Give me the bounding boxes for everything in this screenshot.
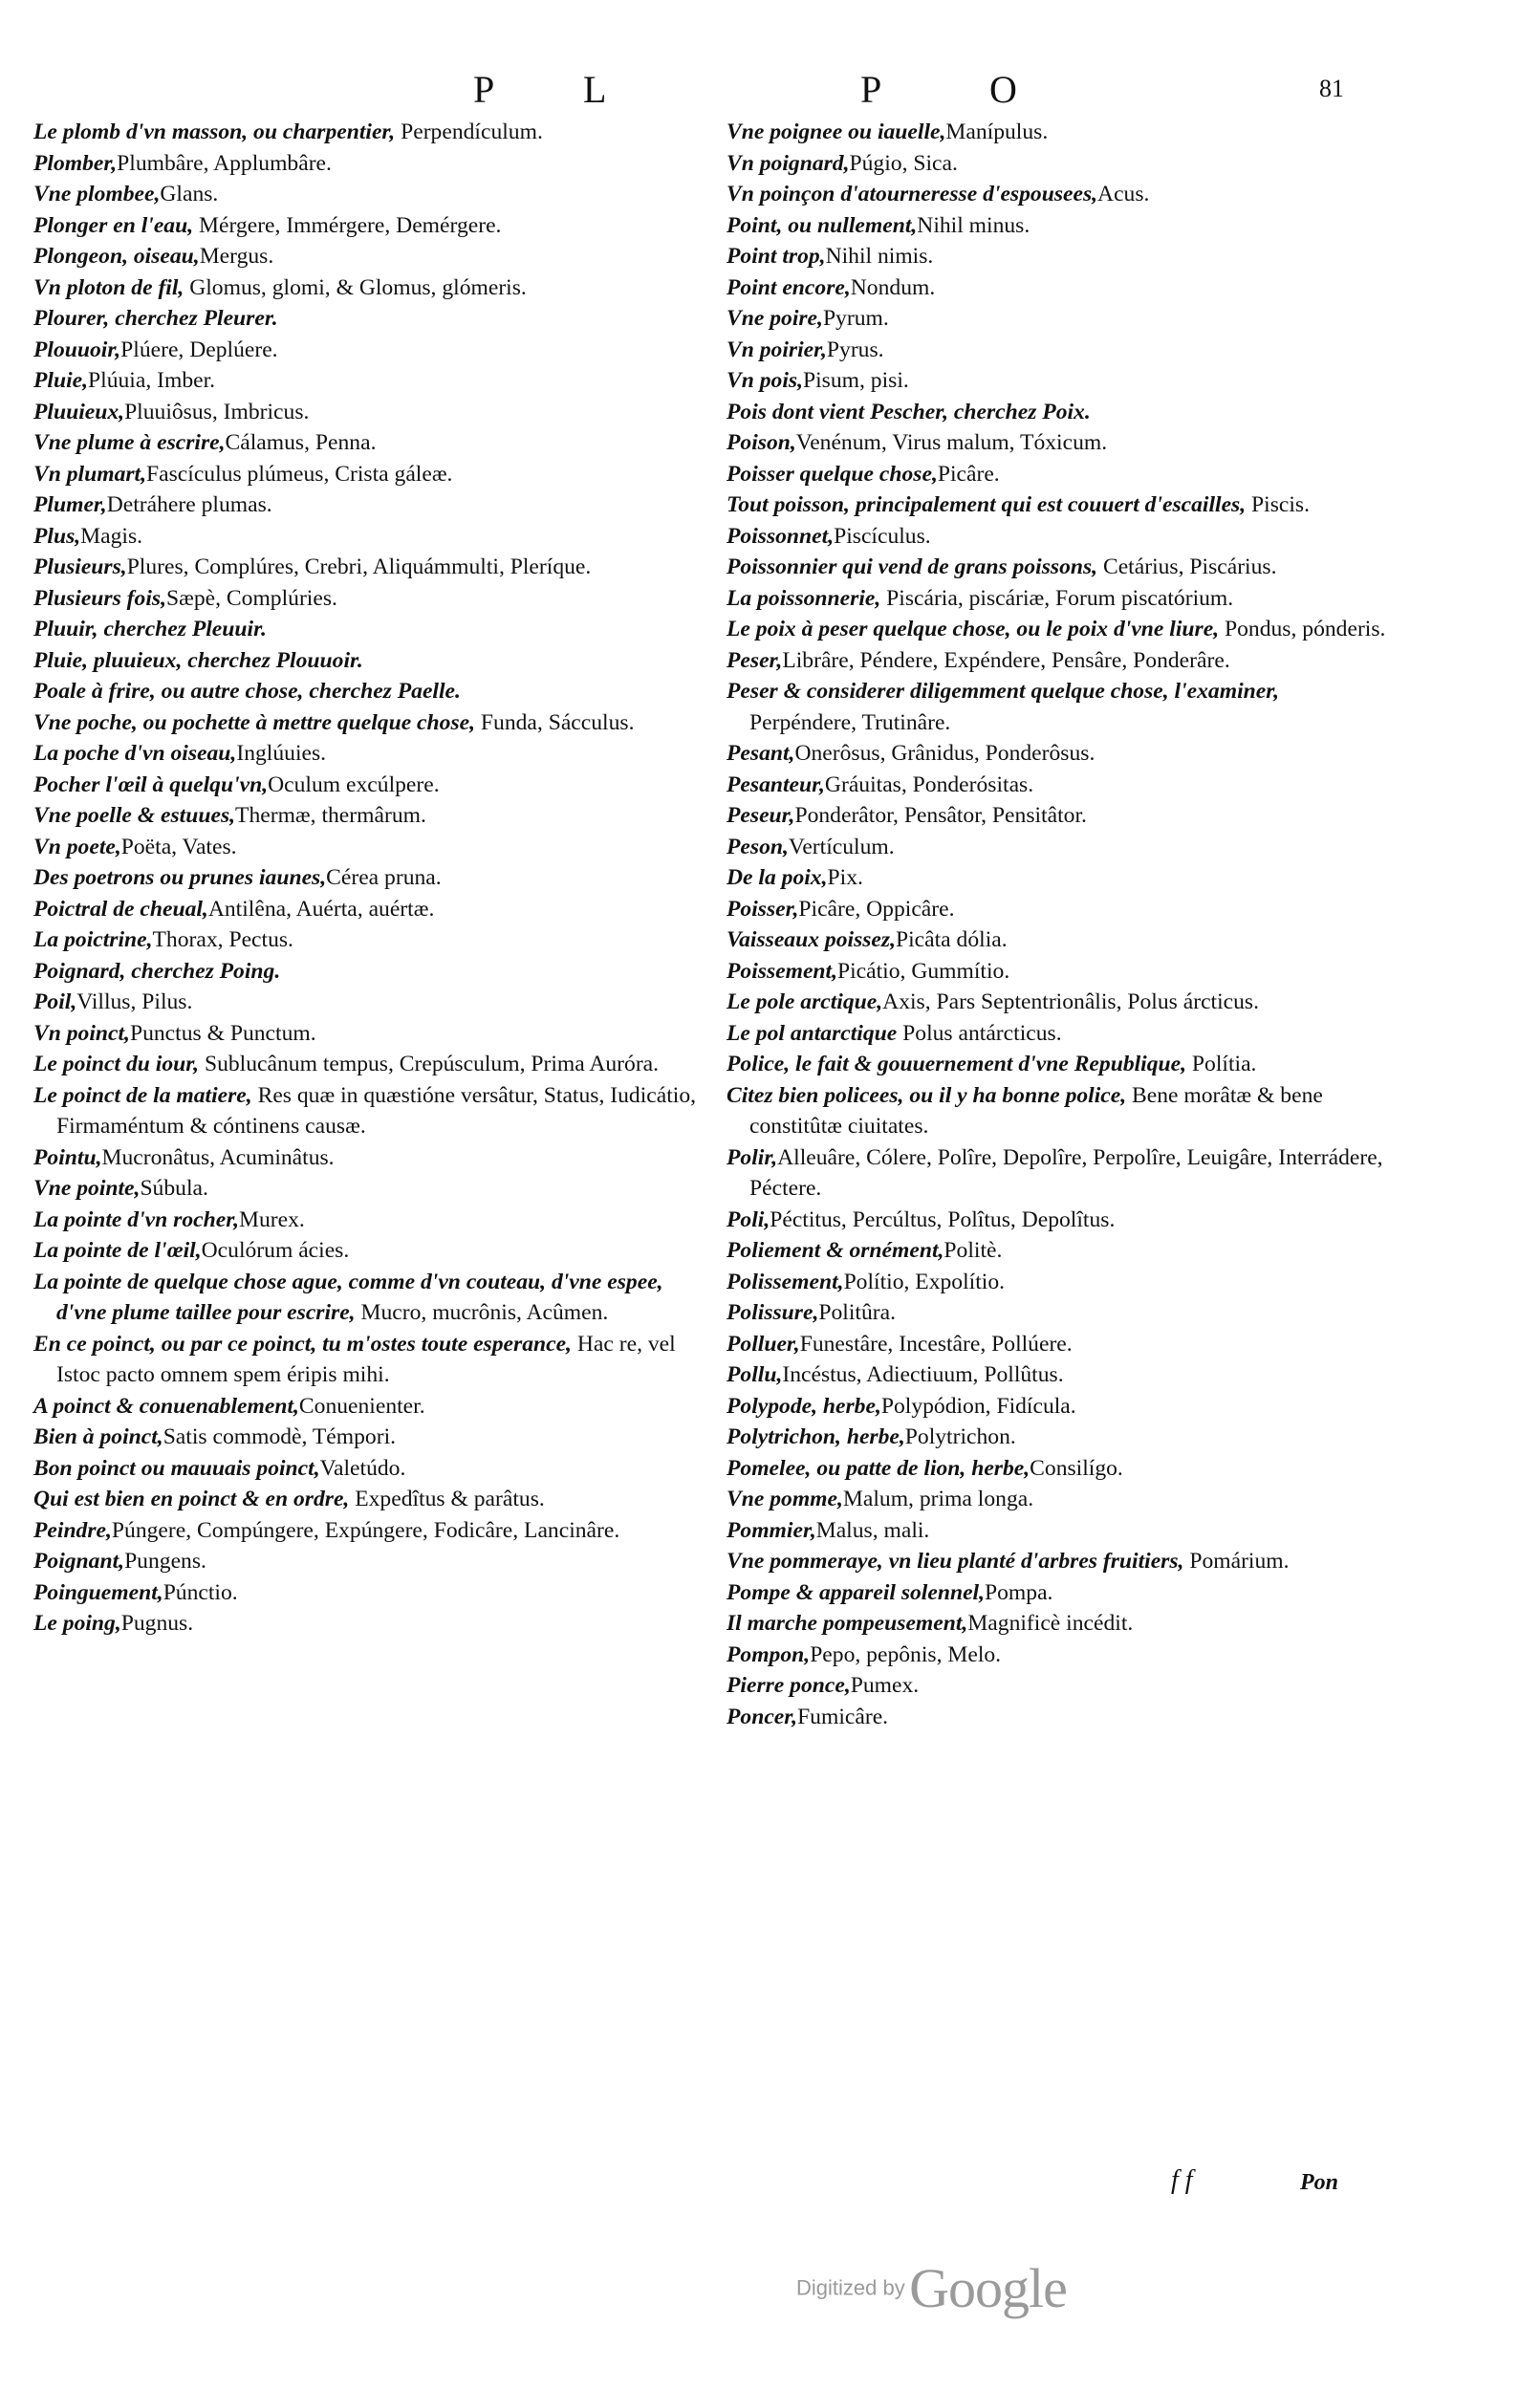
dictionary-entry bbox=[33, 645, 703, 677]
dictionary-entry bbox=[33, 832, 703, 863]
dictionary-entry bbox=[33, 862, 703, 894]
entry-latin: Mucronâtus, Acuminâtus. bbox=[101, 1144, 335, 1170]
dictionary-entry bbox=[727, 987, 1386, 1018]
dictionary-entry bbox=[33, 1422, 703, 1453]
entry-latin: Pyrum. bbox=[822, 306, 889, 331]
entry-latin: Pisum, pisi. bbox=[803, 368, 909, 393]
entry-latin: Librâre, Péndere, Expéndere, Pensâre, Ponderâre. bbox=[782, 647, 1230, 673]
entry-headword: Vn poinct, bbox=[33, 1020, 130, 1046]
dictionary-entry bbox=[727, 1422, 1386, 1453]
dictionary-entry bbox=[33, 1329, 703, 1391]
entry-latin: Oculórum ácies. bbox=[201, 1238, 350, 1263]
dictionary-entry bbox=[727, 738, 1386, 770]
entry-headword: Point encore, bbox=[727, 274, 851, 300]
entry-headword: Pois dont vient Pescher, cherchez Poix. bbox=[727, 399, 1091, 424]
dictionary-entry bbox=[727, 272, 1386, 304]
entry-headword: La poissonnerie, bbox=[727, 585, 881, 611]
entry-headword: Pluuieux, bbox=[33, 399, 125, 424]
entry-headword: Pocher l'œil à quelqu'vn, bbox=[33, 771, 269, 797]
entry-latin: Conuenienter. bbox=[298, 1393, 425, 1419]
entry-headword: Poale à frire, ou autre chose, cherchez Paelle. bbox=[33, 679, 461, 704]
header-left-letter-1: P bbox=[473, 68, 495, 111]
dictionary-entry bbox=[33, 1205, 703, 1236]
entry-headword: Vn poignard, bbox=[727, 150, 850, 176]
entry-latin: Oculum excúlpere. bbox=[268, 771, 440, 797]
dictionary-entry bbox=[727, 179, 1386, 210]
entry-latin: Cérea pruna. bbox=[326, 865, 442, 890]
dictionary-entry bbox=[33, 676, 703, 707]
entry-latin: Funestâre, Incestâre, Pollúere. bbox=[799, 1331, 1073, 1357]
dictionary-entry bbox=[727, 1484, 1386, 1515]
entry-latin: Plúuia, Imber. bbox=[88, 368, 216, 393]
dictionary-entry bbox=[33, 987, 703, 1018]
entry-latin: Detráhere plumas. bbox=[106, 492, 272, 517]
entry-latin: Acus. bbox=[1097, 182, 1150, 206]
dictionary-entry bbox=[727, 521, 1386, 553]
entry-latin: Pepo, pepônis, Melo. bbox=[810, 1641, 1002, 1667]
dictionary-entry bbox=[727, 1640, 1386, 1671]
entry-headword: Pompe & appareil solennel, bbox=[727, 1579, 986, 1605]
dictionary-entry bbox=[727, 1235, 1386, 1267]
entry-latin: Polytrichon. bbox=[904, 1424, 1016, 1449]
entry-latin: Glomus, glomi, & Glomus, glómeris. bbox=[184, 274, 527, 300]
dictionary-entry bbox=[727, 148, 1386, 180]
entry-latin: Pluuiôsus, Imbricus. bbox=[124, 399, 310, 424]
entry-headword: Vn poirier, bbox=[727, 337, 827, 362]
entry-latin: Poëta, Vates. bbox=[120, 834, 237, 859]
entry-latin: Nihil minus. bbox=[917, 212, 1030, 238]
entry-headword: La pointe de l'œil, bbox=[33, 1238, 202, 1263]
entry-latin: Picâre. bbox=[937, 461, 1000, 487]
dictionary-entry bbox=[727, 117, 1386, 148]
entry-latin: Funda, Sácculus. bbox=[475, 709, 635, 735]
entry-latin: Polus antárcticus. bbox=[897, 1020, 1062, 1046]
entry-headword: Vne pointe, bbox=[33, 1176, 141, 1201]
entry-headword: La poche d'vn oiseau, bbox=[33, 741, 237, 766]
entry-latin: Plumbâre, Applumbâre. bbox=[117, 150, 332, 176]
digitized-by-watermark bbox=[796, 2256, 1067, 2320]
entry-headword: De la poix, bbox=[727, 865, 828, 890]
entry-headword: Il marche pompeusement, bbox=[727, 1611, 968, 1636]
dictionary-entry bbox=[727, 1608, 1386, 1640]
entry-headword: Pointu, bbox=[33, 1144, 102, 1170]
entry-headword: Vn plumart, bbox=[33, 461, 147, 487]
dictionary-entry bbox=[727, 583, 1386, 615]
entry-headword: Pluie, pluuieux, cherchez Plouuoir. bbox=[33, 647, 363, 673]
entry-headword: La pointe d'vn rocher, bbox=[33, 1206, 239, 1232]
entry-headword: Vne poire, bbox=[727, 306, 823, 331]
entry-headword: Vne pommeraye, vn lieu planté d'arbres fruitiers, bbox=[727, 1549, 1184, 1574]
dictionary-entry bbox=[727, 676, 1386, 738]
entry-latin: Súbula. bbox=[140, 1176, 208, 1201]
entry-headword: Le poinct du iour, bbox=[33, 1052, 200, 1076]
entry-latin: Pyrus. bbox=[826, 337, 884, 362]
entry-headword: Le pol antarctique bbox=[727, 1020, 898, 1046]
entry-headword: Peser & considerer diligemment quelque chose, l'examiner, bbox=[727, 679, 1280, 704]
entry-headword: Pierre ponce, bbox=[727, 1673, 851, 1698]
dictionary-entry bbox=[33, 148, 703, 180]
entry-latin: Pompa. bbox=[985, 1579, 1053, 1605]
entry-headword: Polytrichon, herbe, bbox=[727, 1424, 905, 1449]
entry-headword: Vne poche, ou pochette à mettre quelque chose, bbox=[33, 709, 476, 735]
entry-headword: Polissure, bbox=[727, 1300, 819, 1325]
dictionary-entry bbox=[727, 365, 1386, 397]
entry-latin: Ponderâtor, Pensâtor, Pensitâtor. bbox=[794, 803, 1087, 828]
entry-latin: Plúere, Deplúere. bbox=[120, 337, 278, 362]
entry-latin: Magis. bbox=[80, 523, 143, 549]
left-column bbox=[33, 117, 703, 1640]
entry-latin: Vertículum. bbox=[788, 834, 895, 859]
entry-headword: Point, ou nullement, bbox=[727, 212, 918, 238]
entry-headword: Pompon, bbox=[727, 1641, 811, 1667]
dictionary-entry bbox=[33, 459, 703, 490]
dictionary-entry bbox=[727, 459, 1386, 490]
dictionary-entry bbox=[727, 1297, 1386, 1329]
dictionary-entry bbox=[727, 1670, 1386, 1702]
entry-headword: Polypode, herbe, bbox=[727, 1393, 881, 1419]
entry-headword: Plumer, bbox=[33, 492, 107, 517]
entry-headword: Vn poinçon d'atourneresse d'espousees, bbox=[727, 182, 1098, 206]
header-right-letter-2: O bbox=[989, 68, 1017, 111]
dictionary-entry bbox=[33, 117, 703, 148]
entry-latin: Piscis. bbox=[1246, 492, 1311, 517]
page-number: 81 bbox=[1319, 75, 1344, 102]
entry-latin: Thorax, Pectus. bbox=[152, 927, 293, 952]
entry-headword: Vne poignee ou iauelle, bbox=[727, 120, 946, 144]
entry-headword: Pluuir, cherchez Pleuuir. bbox=[33, 617, 267, 641]
entry-latin: Axis, Pars Septentrionâlis, Polus árcticus. bbox=[882, 989, 1260, 1014]
dictionary-entry bbox=[727, 210, 1386, 242]
header-right-letter-1: P bbox=[860, 68, 882, 111]
entry-headword: Pluie, bbox=[33, 368, 89, 393]
dictionary-entry bbox=[33, 583, 703, 615]
dictionary-entry bbox=[727, 800, 1386, 832]
entry-latin: Punctus & Punctum. bbox=[129, 1020, 316, 1046]
dictionary-entry bbox=[727, 614, 1386, 645]
entry-headword: Plusieurs fois, bbox=[33, 585, 166, 611]
dictionary-entry bbox=[727, 924, 1386, 956]
entry-latin: Polítia. bbox=[1186, 1052, 1257, 1076]
entry-headword: Vne plume à escrire, bbox=[33, 430, 226, 455]
dictionary-entry bbox=[33, 272, 703, 304]
dictionary-entry bbox=[727, 1049, 1386, 1080]
entry-latin: Magnificè incédit. bbox=[967, 1611, 1134, 1636]
entry-headword: Plusieurs, bbox=[33, 554, 127, 579]
entry-headword: Polissement, bbox=[727, 1269, 844, 1294]
entry-headword: Polir, bbox=[727, 1144, 778, 1170]
entry-latin: Bene morâtæ & bene constitûtæ ciuitates. bbox=[749, 1082, 1323, 1139]
dictionary-entry bbox=[727, 862, 1386, 894]
entry-latin: Politè. bbox=[944, 1238, 1003, 1263]
entry-headword: Poison, bbox=[727, 430, 796, 455]
dictionary-entry bbox=[33, 1484, 703, 1515]
entry-headword: Le poinct de la matiere, bbox=[33, 1082, 252, 1108]
dictionary-entry bbox=[727, 335, 1386, 366]
entry-headword: Plouuoir, bbox=[33, 337, 121, 362]
dictionary-entry bbox=[727, 1329, 1386, 1360]
entry-latin: Manípulus. bbox=[945, 120, 1049, 144]
entry-latin: Alleuâre, Cólere, Polîre, Depolîre, Perpolîre, Leuigâre, Interrádere, Péctere. bbox=[749, 1144, 1383, 1201]
dictionary-entry bbox=[727, 397, 1386, 428]
dictionary-entry bbox=[33, 1049, 703, 1080]
dictionary-entry bbox=[33, 1453, 703, 1485]
dictionary-entry bbox=[727, 1018, 1386, 1050]
entry-headword: Point trop, bbox=[727, 244, 826, 269]
dictionary-entry bbox=[727, 1267, 1386, 1298]
entry-headword: Plongeon, oiseau, bbox=[33, 244, 200, 269]
entry-headword: Polluer, bbox=[727, 1331, 800, 1357]
entry-headword: Vn pois, bbox=[727, 368, 803, 393]
entry-headword: Poissonnier qui vend de grans poissons, bbox=[727, 554, 1098, 579]
entry-headword: Peson, bbox=[727, 834, 789, 859]
dictionary-entry bbox=[33, 800, 703, 832]
entry-latin: Gráuitas, Ponderósitas. bbox=[824, 771, 1034, 797]
dictionary-entry bbox=[727, 1391, 1386, 1423]
entry-latin: Pomárium. bbox=[1183, 1549, 1290, 1574]
entry-latin: Malus, mali. bbox=[815, 1517, 930, 1543]
dictionary-entry bbox=[727, 894, 1386, 925]
entry-headword: Vaisseaux poissez, bbox=[727, 927, 896, 952]
dictionary-entry bbox=[33, 1018, 703, 1050]
catchword: Pon bbox=[1300, 2170, 1339, 2195]
dictionary-entry bbox=[33, 241, 703, 272]
dictionary-entry bbox=[727, 427, 1386, 459]
entry-headword: Tout poisson, principalement qui est couuert d'escailles, bbox=[727, 492, 1247, 517]
dictionary-entry bbox=[727, 1577, 1386, 1609]
entry-headword: Vne poelle & estuues, bbox=[33, 803, 236, 828]
entry-latin: Venénum, Virus malum, Tóxicum. bbox=[795, 430, 1108, 455]
entry-latin: Mucro, mucrônis, Acûmen. bbox=[355, 1300, 609, 1325]
entry-headword: Poliement & ornément, bbox=[727, 1238, 944, 1263]
entry-latin: Cálamus, Penna. bbox=[225, 430, 377, 455]
dictionary-entry bbox=[33, 1142, 703, 1174]
entry-headword: Bon poinct ou mauuais poinct, bbox=[33, 1455, 320, 1481]
entry-latin: Fascículus plúmeus, Crista gáleæ. bbox=[146, 461, 453, 487]
entry-headword: Citez bien policees, ou il y ha bonne police, bbox=[727, 1082, 1127, 1108]
entry-latin: Pix. bbox=[827, 865, 863, 890]
entry-headword: Peser, bbox=[727, 647, 783, 673]
entry-latin: Thermæ, thermârum. bbox=[235, 803, 426, 828]
entry-latin: Nondum. bbox=[850, 274, 936, 300]
dictionary-entry bbox=[727, 241, 1386, 272]
dictionary-entry bbox=[727, 1515, 1386, 1547]
entry-latin: Picátio, Gummítio. bbox=[837, 958, 1010, 984]
entry-headword: Poignard, cherchez Poing. bbox=[33, 958, 281, 984]
entry-headword: Le pole arctique, bbox=[727, 989, 883, 1014]
dictionary-entry bbox=[33, 397, 703, 428]
entry-headword: Vne plombee, bbox=[33, 182, 161, 206]
entry-headword: Vn poete, bbox=[33, 834, 121, 859]
entry-latin: Perpéndere, Trutinâre. bbox=[749, 709, 951, 735]
entry-latin: Púngere, Compúngere, Expúngere, Fodicâre, Lancinâre. bbox=[111, 1517, 620, 1543]
entry-latin: Pondus, pónderis. bbox=[1219, 617, 1386, 641]
entry-latin: Incéstus, Adiectiuum, Pollûtus. bbox=[782, 1362, 1064, 1387]
dictionary-entry bbox=[727, 1453, 1386, 1485]
entry-latin: Pugnus. bbox=[120, 1611, 194, 1636]
dictionary-entry bbox=[33, 489, 703, 521]
dictionary-entry bbox=[33, 956, 703, 988]
entry-headword: A poinct & conuenablement, bbox=[33, 1393, 299, 1419]
dictionary-entry bbox=[727, 303, 1386, 335]
entry-headword: Des poetrons ou prunes iaunes, bbox=[33, 865, 327, 890]
dictionary-entry bbox=[33, 1391, 703, 1423]
entry-headword: En ce poinct, ou par ce poinct, tu m'ostes toute esperance, bbox=[33, 1331, 572, 1357]
entry-headword: Pomelee, ou patte de lion, herbe, bbox=[727, 1455, 1030, 1481]
entry-headword: Pesanteur, bbox=[727, 771, 825, 797]
entry-latin: Satis commodè, Témpori. bbox=[163, 1424, 397, 1449]
entry-latin: Expedîtus & parâtus. bbox=[349, 1487, 545, 1511]
entry-latin: Inglúuies. bbox=[236, 741, 327, 766]
entry-latin: Politûra. bbox=[818, 1300, 896, 1325]
dictionary-entry bbox=[727, 552, 1386, 583]
entry-latin: Púgio, Sica. bbox=[849, 150, 958, 176]
dictionary-entry bbox=[727, 770, 1386, 801]
entry-headword: Pollu, bbox=[727, 1362, 783, 1387]
entry-latin: Valetúdo. bbox=[319, 1455, 406, 1481]
dictionary-entry bbox=[33, 179, 703, 210]
entry-latin: Piscículus. bbox=[834, 523, 931, 549]
entry-latin: Mergus. bbox=[199, 244, 274, 269]
entry-headword: Bien à poinct, bbox=[33, 1424, 163, 1449]
dictionary-entry bbox=[33, 335, 703, 366]
entry-latin: Cetárius, Piscárius. bbox=[1097, 554, 1277, 579]
entry-headword: Poisser quelque chose, bbox=[727, 461, 938, 487]
dictionary-entry bbox=[33, 303, 703, 335]
entry-headword: La poictrine, bbox=[33, 927, 153, 952]
entry-latin: Villus, Pilus. bbox=[76, 989, 193, 1014]
entry-headword: Poignant, bbox=[33, 1549, 125, 1574]
entry-headword: Plonger en l'eau, bbox=[33, 212, 194, 238]
entry-latin: Hac re, vel Istoc pacto omnem spem éripis mihi. bbox=[56, 1331, 676, 1387]
entry-latin: Res quæ in quæstióne versâtur, Status, Iudicátio, Firmaméntum & cóntinens causæ. bbox=[56, 1082, 697, 1139]
entry-headword: La pointe de quelque chose ague, comme d'vn couteau, d'vne espee, d'vne plume taillee pour escrire, bbox=[33, 1269, 663, 1325]
entry-latin: Fumicâre. bbox=[797, 1704, 889, 1729]
dictionary-entry bbox=[33, 1235, 703, 1267]
entry-headword: Poissement, bbox=[727, 958, 837, 984]
entry-headword: Plourer, cherchez Pleurer. bbox=[33, 306, 278, 331]
dictionary-entry bbox=[33, 1080, 703, 1142]
entry-headword: Poil, bbox=[33, 989, 77, 1014]
entry-headword: Poinguement, bbox=[33, 1579, 163, 1605]
dictionary-entry bbox=[33, 1515, 703, 1547]
entry-latin: Sæpè, Complúries. bbox=[165, 585, 337, 611]
entry-headword: Qui est bien en poinct & en ordre, bbox=[33, 1487, 350, 1511]
header-left-letter-2: L bbox=[583, 68, 607, 111]
entry-latin: Antilêna, Auérta, auértæ. bbox=[207, 896, 435, 922]
entry-headword: Vn ploton de fil, bbox=[33, 274, 184, 300]
dictionary-entry bbox=[33, 1267, 703, 1329]
entry-headword: Poisser, bbox=[727, 896, 799, 922]
entry-headword: Poissonnet, bbox=[727, 523, 835, 549]
dictionary-entry bbox=[33, 365, 703, 397]
entry-headword: Le plomb d'vn masson, ou charpentier, bbox=[33, 120, 396, 144]
dictionary-entry bbox=[727, 1142, 1386, 1205]
dictionary-entry bbox=[33, 894, 703, 925]
entry-headword: Plomber, bbox=[33, 150, 118, 176]
entry-headword: Plus, bbox=[33, 523, 81, 549]
entry-latin: Murex. bbox=[238, 1206, 305, 1232]
entry-headword: Police, le fait & gouuernement d'vne Republique, bbox=[727, 1052, 1187, 1076]
entry-latin: Nihil nimis. bbox=[825, 244, 934, 269]
entry-headword: Le poix à peser quelque chose, ou le poix d'vne liure, bbox=[727, 617, 1220, 641]
dictionary-entry bbox=[33, 1173, 703, 1205]
dictionary-entry bbox=[727, 956, 1386, 988]
entry-latin: Pumex. bbox=[850, 1673, 920, 1698]
right-column bbox=[727, 117, 1386, 1732]
entry-latin: Malum, prima longa. bbox=[842, 1487, 1034, 1511]
dictionary-entry bbox=[33, 1546, 703, 1577]
dictionary-entry bbox=[33, 427, 703, 459]
dictionary-entry bbox=[727, 1702, 1386, 1733]
entry-latin: Polypódion, Fidícula. bbox=[880, 1393, 1076, 1419]
dictionary-entry bbox=[727, 1205, 1386, 1236]
entry-latin: Pungens. bbox=[124, 1549, 206, 1574]
entry-latin: Picâta dólia. bbox=[896, 927, 1008, 952]
dictionary-entry bbox=[727, 489, 1386, 521]
dictionary-entry bbox=[33, 707, 703, 739]
entry-headword: Poncer, bbox=[727, 1704, 798, 1729]
dictionary-entry bbox=[727, 832, 1386, 863]
dictionary-entry bbox=[727, 645, 1386, 677]
entry-headword: Le poing, bbox=[33, 1611, 121, 1636]
entry-headword: Peseur, bbox=[727, 803, 795, 828]
dictionary-entry bbox=[33, 924, 703, 956]
google-logo: Google bbox=[909, 2257, 1067, 2319]
entry-headword: Poli, bbox=[727, 1206, 770, 1232]
entry-latin: Mérgere, Immérgere, Demérgere. bbox=[193, 212, 502, 238]
dictionary-entry bbox=[727, 1080, 1386, 1142]
dictionary-entry bbox=[33, 1577, 703, 1609]
dictionary-entry bbox=[727, 1546, 1386, 1577]
signature-mark: f f bbox=[1171, 2165, 1193, 2195]
dictionary-entry bbox=[33, 770, 703, 801]
entry-latin: Onerôsus, Grânidus, Ponderôsus. bbox=[794, 741, 1095, 766]
page-header bbox=[0, 67, 1540, 115]
entry-headword: Poictral de cheual, bbox=[33, 896, 208, 922]
dictionary-entry bbox=[33, 210, 703, 242]
entry-latin: Perpendículum. bbox=[395, 120, 543, 144]
entry-headword: Pesant, bbox=[727, 741, 795, 766]
entry-latin: Polítio, Expolítio. bbox=[843, 1269, 1006, 1294]
entry-latin: Picâre, Oppicâre. bbox=[798, 896, 955, 922]
entry-headword: Pommier, bbox=[727, 1517, 816, 1543]
entry-latin: Piscária, piscáriæ, Forum piscatórium. bbox=[880, 585, 1234, 611]
dictionary-entry bbox=[33, 614, 703, 645]
entry-latin: Consilígo. bbox=[1030, 1455, 1123, 1481]
dictionary-entry bbox=[33, 521, 703, 553]
digitized-label: Digitized by bbox=[796, 2275, 905, 2300]
entry-latin: Sublucânum tempus, Crepúsculum, Prima Auróra. bbox=[199, 1052, 660, 1076]
entry-headword: Peindre, bbox=[33, 1517, 112, 1543]
entry-latin: Glans. bbox=[160, 182, 219, 206]
entry-latin: Péctitus, Percúltus, Polîtus, Depolîtus. bbox=[770, 1206, 1116, 1232]
entry-latin: Púnctio. bbox=[163, 1579, 238, 1605]
dictionary-entry bbox=[727, 1359, 1386, 1391]
dictionary-entry bbox=[33, 552, 703, 583]
dictionary-entry bbox=[33, 1608, 703, 1640]
entry-headword: Vne pomme, bbox=[727, 1487, 843, 1511]
dictionary-entry bbox=[33, 738, 703, 770]
entry-latin: Plures, Complúres, Crebri, Aliquámmulti, Pleríque. bbox=[126, 554, 592, 579]
